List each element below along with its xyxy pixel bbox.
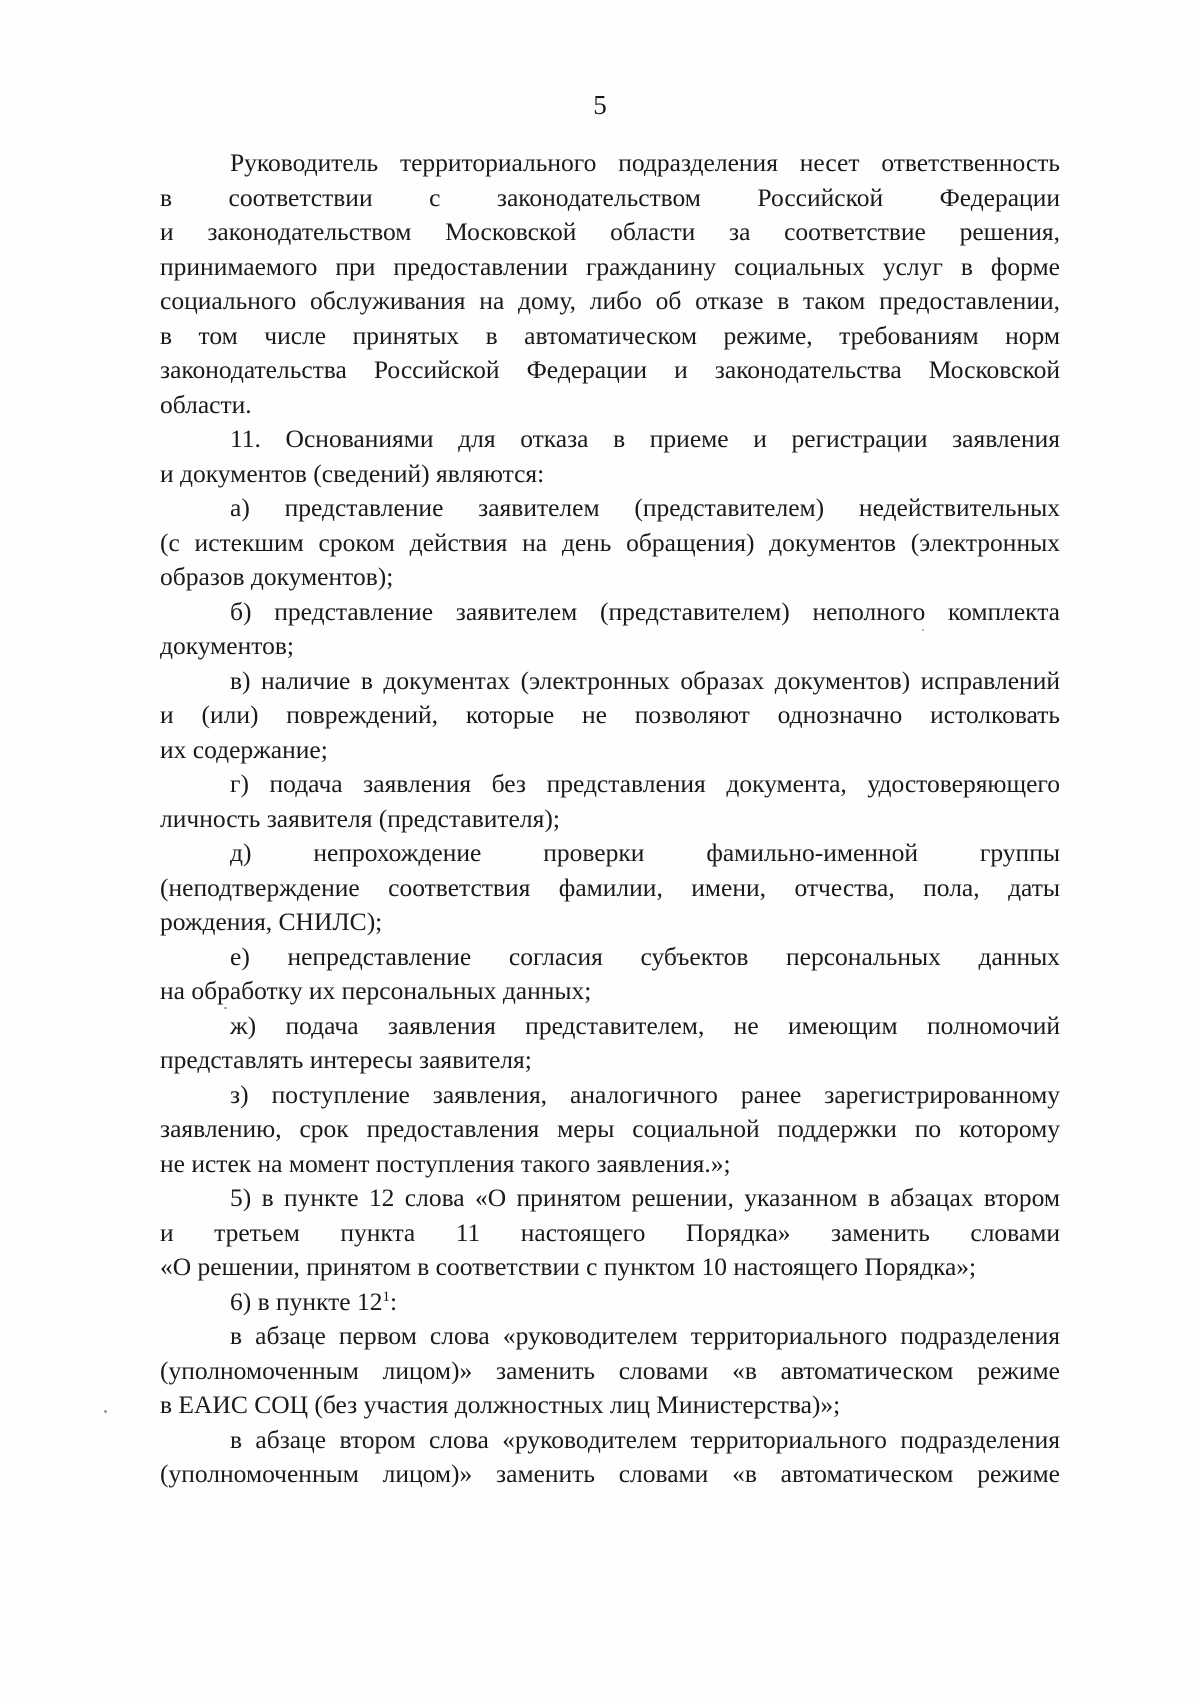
paragraph-line: и законодательством Московской области за соответствие решения, [160,217,1060,246]
list-item-e: е) непредставление согласия субъектов персональных данных [230,941,1060,971]
paragraph-line: 11. Основаниями для отказа в приеме и регистрации заявления [230,424,1060,453]
paragraph-line: в абзаце первом слова «руководителем территориального подразделения [230,1321,1060,1350]
item-6-superscript: 1 [382,1288,390,1305]
paragraph-line: (с истекшим сроком действия на день обращения) документов (электронных [160,527,1060,557]
paragraph-line: их содержание; [160,734,328,764]
paragraph-line: в том числе принятых в автоматическом режиме, требованиям норм [160,320,1060,350]
paragraph-line: и документов (сведений) являются: [160,458,545,488]
list-item-a: а) представление заявителем (представителем) недействительных [230,493,1060,522]
paragraph-line: Руководитель территориального подразделения несет ответственность [230,148,1060,177]
paragraph-line: личность заявителя (представителя); [160,803,560,833]
paragraph-line: в ЕАИС СОЦ (без участия должностных лиц Министерства)»; [160,1390,841,1419]
paragraph-line: представлять интересы заявителя; [160,1045,532,1074]
paragraph-line: (уполномоченным лицом)» заменить словами «в автоматическом режиме [160,1355,1060,1385]
list-item-g: г) подача заявления без представления документа, удостоверяющего [230,769,1060,798]
scan-speck [922,629,924,631]
paragraph-line: «О решении, принятом в соответствии с пунктом 10 настоящего Порядка»; [160,1252,977,1281]
item-5: 5) в пункте 12 слова «О принятом решении, указанном в абзацах втором [230,1183,1060,1212]
paragraph-line: и третьем пункта 11 настоящего Порядка» заменить словами [160,1217,1060,1247]
paragraph-line: социального обслуживания на дому, либо об отказе в таком предоставлении, [160,286,1060,315]
paragraph-line: образов документов); [160,562,394,591]
paragraph-line: на обработку их персональных данных; [160,976,592,1005]
paragraph-line: в абзаце втором слова «руководителем территориального подразделения [230,1424,1060,1454]
list-item-d: д) непрохождение проверки фамильно-именной группы [230,838,1060,867]
scan-speck [104,1410,107,1413]
paragraph-line: в соответствии с законодательством Российской Федерации [160,182,1060,212]
list-item-v: в) наличие в документах (электронных образах документов) исправлений [230,665,1060,695]
paragraph-line: не истек на момент поступления такого заявления.»; [160,1148,731,1178]
paragraph-line: законодательства Российской Федерации и законодательства Московской [160,355,1060,384]
item-6-heading [160,1285,1060,1320]
list-item-zh: ж) подача заявления представителем, не имеющим полномочий [230,1010,1060,1040]
paragraph-line: документов; [160,631,294,660]
page-number: 5 [593,90,607,120]
item-6-prefix: 6) в пункте 12 [230,1286,383,1316]
paragraph-line: и (или) повреждений, которые не позволяют однозначно истолковать [160,700,1060,729]
paragraph-line: (уполномоченным лицом)» заменить словами «в автоматическом режиме [160,1459,1060,1488]
paragraph-line: рождения, СНИЛС); [160,907,383,936]
paragraph-line: принимаемого при предоставлении гражданину социальных услуг в форме [160,251,1060,281]
scan-speck [224,1007,227,1009]
document-body [160,146,1060,1492]
paragraph-line: области. [160,389,252,419]
paragraph-line: (неподтверждение соответствия фамилии, имени, отчества, пола, даты [160,872,1060,902]
item-6-suffix: : [389,1286,398,1316]
list-item-b: б) представление заявителем (представителем) неполного комплекта [230,596,1060,626]
paragraph-line: заявлению, срок предоставления меры социальной поддержки по которому [160,1114,1060,1143]
list-item-z: з) поступление заявления, аналогичного ранее зарегистрированному [230,1079,1060,1109]
